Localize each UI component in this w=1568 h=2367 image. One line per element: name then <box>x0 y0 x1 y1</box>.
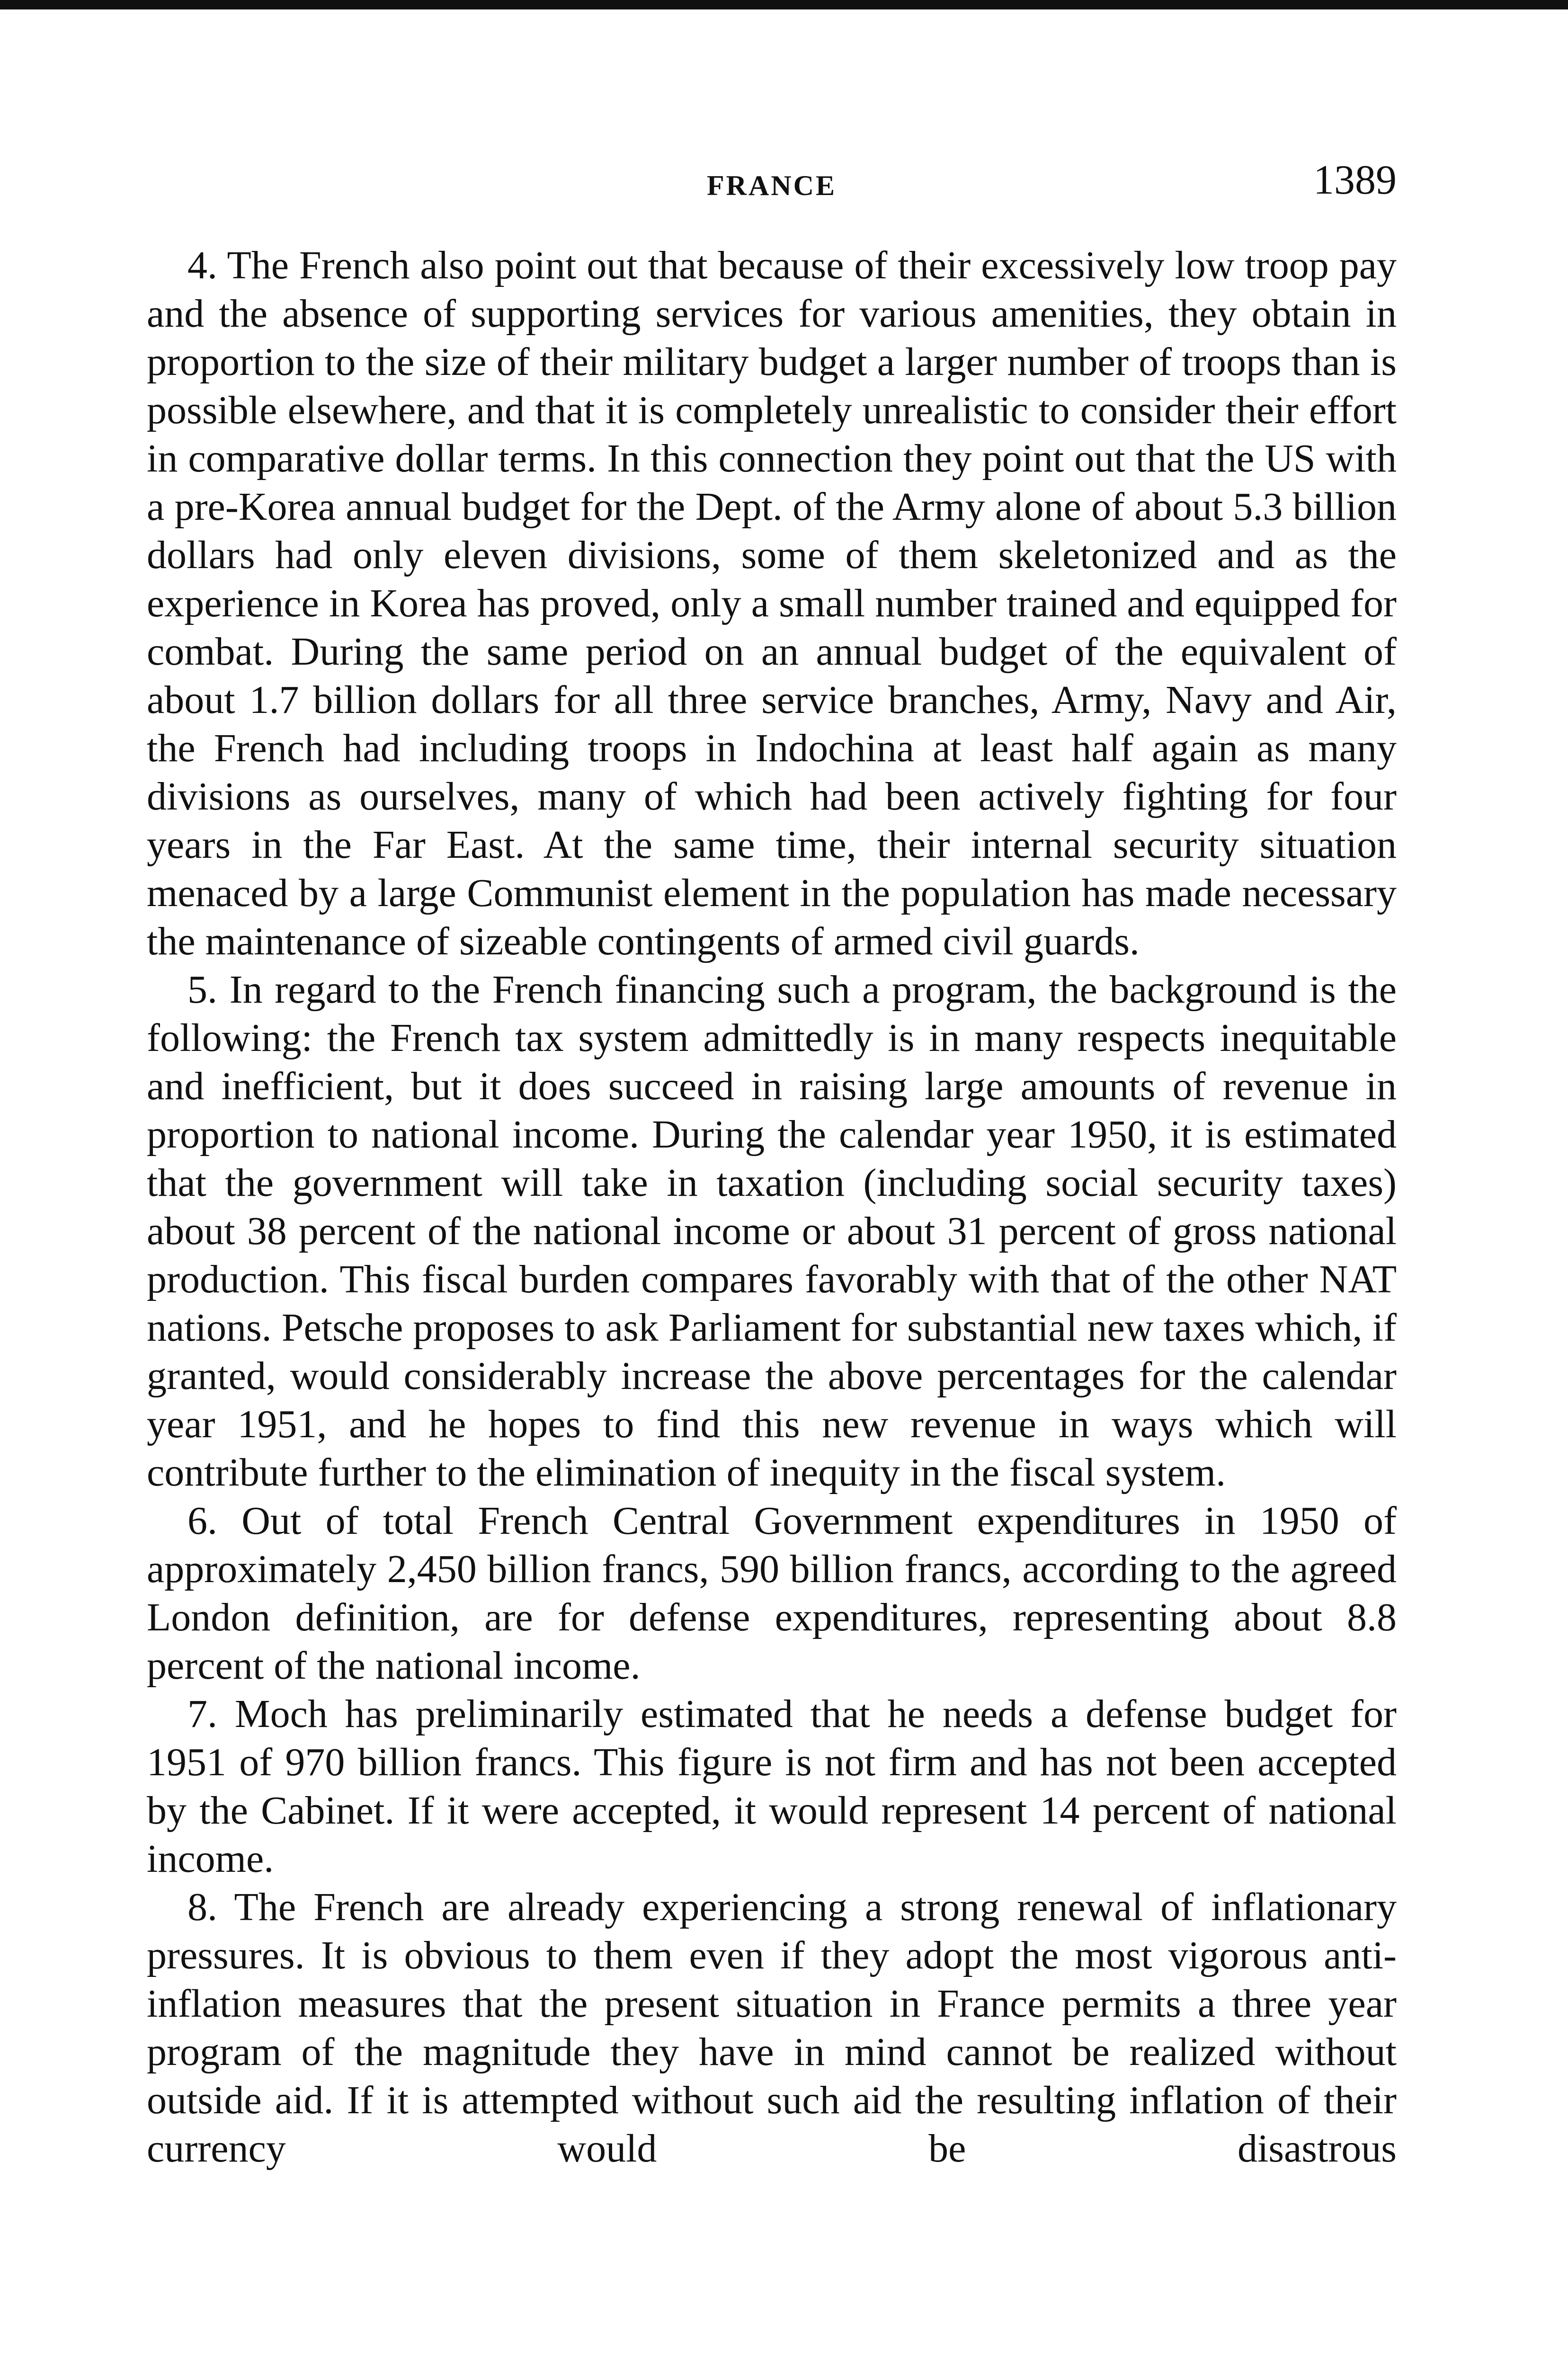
paragraph-6: 6. Out of total French Central Government expenditures in 1950 of approximately 2,450 billion francs, 590 billion francs, according to the agreed London definition, are for defense expenditures, representing about 8.8 percent of the national income. <box>147 1499 1397 1688</box>
paragraph-7: 7. Moch has preliminarily estimated that he needs a defense budget for 1951 of 970 billion francs. This figure is not firm and has not been accepted by the Cabinet. If it were accepted, it would represent 14 percent of national income. <box>147 1692 1397 1881</box>
paragraph-5: 5. In regard to the French financing such a program, the background is the following: the French tax system admittedly is in many respects inequitable and inefficient, but it does succeed in raising large amounts of revenue in proportion to national income. During the calendar year 1950, it is estimated that the government will take in taxation (including social security taxes) about 38 percent of the national income or about 31 percent of gross national production. This fiscal burden compares favorably with that of the other NAT nations. Petsche proposes to ask Parliament for substantial new taxes which, if granted, would considerably increase the above percentages for the calendar year 1951, and he hopes to find this new revenue in ways which will contribute further to the elimination of inequity in the fiscal system. <box>147 968 1397 1495</box>
page-number: 1389 <box>1313 157 1397 203</box>
paragraph-8: 8. The French are already experiencing a strong renewal of inflationary pressures. It is obvious to them even if they adopt the most vigorous anti-inflation measures that the present situation in France permits a three year program of the magnitude they have in mind cannot be realized without outside aid. If it is attempted without such aid the resulting inflation of their currency would be disastrous <box>147 1885 1397 2171</box>
running-title: FRANCE <box>707 170 837 201</box>
body-text <box>147 241 1397 2173</box>
paragraph-4: 4. The French also point out that because of their excessively low troop pay and the absence of supporting services for various amenities, they obtain in proportion to the size of their military budget a larger number of troops than is possible elsewhere, and that it is completely unrealistic to consider their effort in comparative dollar terms. In this connection they point out that the US with a pre-Korea annual budget for the Dept. of the Army alone of about 5.3 billion dollars had only eleven divisions, some of them skeletonized and as the experience in Korea has proved, only a small number trained and equipped for combat. During the same period on an annual budget of the equivalent of about 1.7 billion dollars for all three service branches, Army, Navy and Air, the French had including troops in Indochina at least half again as many divisions as ourselves, many of which had been actively fighting for four years in the Far East. At the same time, their internal security situation menaced by a large Communist element in the population has made necessary the maintenance of sizeable contingents of armed civil guards. <box>147 243 1397 963</box>
running-head <box>147 156 1397 213</box>
